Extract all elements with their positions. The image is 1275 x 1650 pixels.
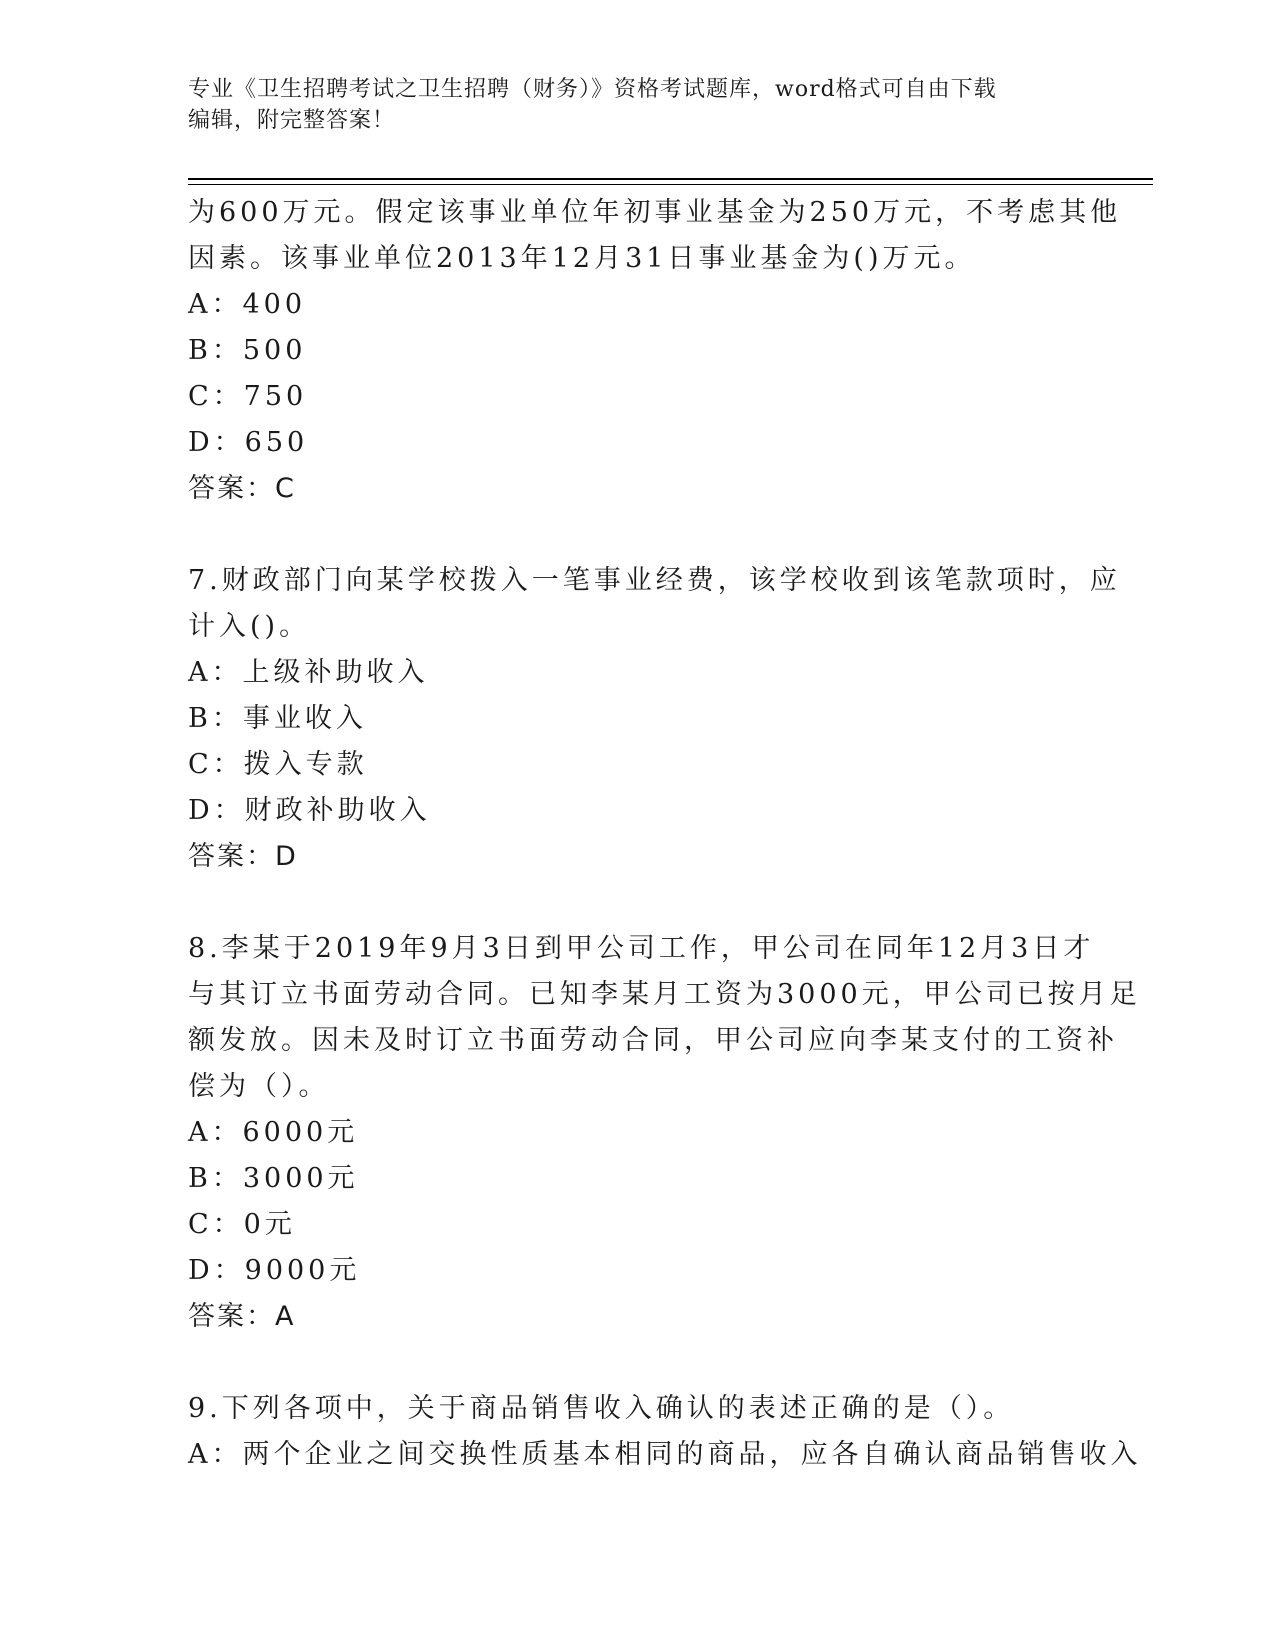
option-c: C：750 [188, 381, 308, 412]
option-a: A：6000元 [188, 1117, 359, 1148]
question-stem-line: 偿为（）。 [188, 1071, 330, 1102]
option-b: B：3000元 [188, 1163, 359, 1194]
question-content [188, 190, 1142, 1478]
answer-label: 答案：D [188, 841, 298, 872]
header-line-1: 专业《卫生招聘考试之卫生招聘（财务）》资格考试题库，word格式可自由下载 [188, 77, 997, 102]
option-a: A：两个企业之间交换性质基本相同的商品，应各自确认商品销售收入 [188, 1439, 1142, 1470]
header-line-2: 编辑，附完整答案！ [188, 108, 396, 133]
question-6 [188, 190, 1122, 512]
question-9 [188, 1386, 1142, 1478]
spacer [188, 1340, 1088, 1386]
question-stem-line: 与其订立书面劳动合同。已知李某月工资为3000元，甲公司已按月足 [188, 979, 1141, 1010]
header-divider-thick [188, 178, 1153, 180]
question-stem-line: 因素。该事业单位2013年12月31日事业基金为()万元。 [188, 243, 976, 274]
question-7 [188, 558, 1121, 880]
option-a: A：400 [188, 289, 307, 320]
option-c: C：0元 [188, 1209, 296, 1240]
answer-label: 答案：A [188, 1301, 296, 1332]
document-header [188, 74, 1088, 136]
question-stem-line: 9.下列各项中，关于商品销售收入确认的表述正确的是（）。 [188, 1393, 1015, 1424]
spacer [188, 880, 1088, 926]
answer-label: 答案：C [188, 473, 296, 504]
spacer [188, 512, 1088, 558]
option-c: C：拨入专款 [188, 749, 368, 780]
option-d: D：9000元 [188, 1255, 361, 1286]
option-b: B：事业收入 [188, 703, 367, 734]
question-8 [188, 926, 1141, 1340]
question-stem-line: 额发放。因未及时订立书面劳动合同，甲公司应向李某支付的工资补 [188, 1025, 1118, 1056]
option-d: D：财政补助收入 [188, 795, 431, 826]
question-stem-line: 计入()。 [188, 611, 311, 642]
header-divider-thin [188, 184, 1153, 185]
option-b: B：500 [188, 335, 307, 366]
question-stem-line: 7.财政部门向某学校拨入一笔事业经费，该学校收到该笔款项时，应 [188, 565, 1121, 596]
question-stem-line: 为600万元。假定该事业单位年初事业基金为250万元，不考虑其他 [188, 197, 1122, 228]
option-a: A：上级补助收入 [188, 657, 429, 688]
question-stem-line: 8.李某于2019年9月3日到甲公司工作，甲公司在同年12月3日才 [188, 933, 1095, 964]
option-d: D：650 [188, 427, 309, 458]
